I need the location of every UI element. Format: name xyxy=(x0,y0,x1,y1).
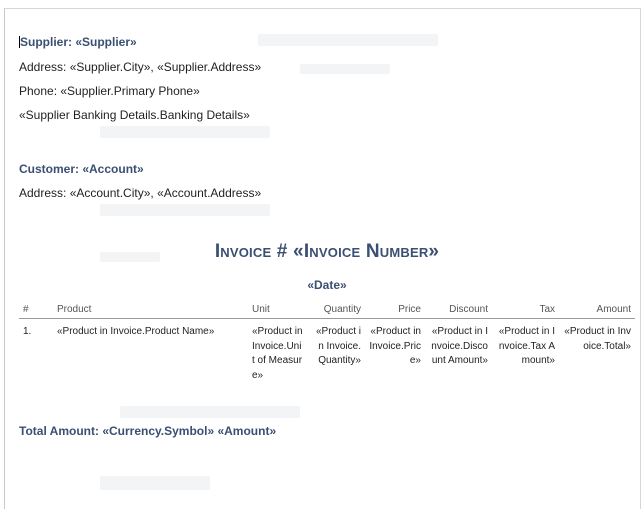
ghost-block xyxy=(120,406,300,418)
column-header-quantity: Quantity xyxy=(307,301,365,319)
cell-amount[interactable]: «Product in Invoice.Total» xyxy=(564,326,631,352)
ghost-block xyxy=(100,204,270,216)
column-header-discount: Discount xyxy=(425,301,492,319)
page-edge-top xyxy=(4,8,641,9)
invoice-items-table[interactable] xyxy=(19,301,635,383)
table-row[interactable] xyxy=(19,319,635,384)
invoice-date[interactable]: «Date» xyxy=(307,278,347,292)
page-edge-left xyxy=(4,8,5,509)
cell-price[interactable]: «Product in Invoice.Price» xyxy=(369,326,421,366)
supplier-heading[interactable] xyxy=(19,35,137,49)
ghost-block xyxy=(100,126,270,138)
ghost-block xyxy=(258,34,438,46)
invoice-title[interactable]: Invoice # «Invoice Number» xyxy=(214,241,440,262)
cell-product[interactable]: «Product in Invoice.Product Name» xyxy=(57,326,215,337)
ghost-block xyxy=(100,476,210,490)
column-header-number: # xyxy=(19,301,53,319)
cell-quantity[interactable]: «Product in Invoice.Quantity» xyxy=(315,326,361,366)
column-header-unit: Unit xyxy=(248,301,307,319)
table-header-row xyxy=(19,301,635,319)
cell-number[interactable]: 1. xyxy=(23,326,32,337)
supplier-phone[interactable]: Phone: «Supplier.Primary Phone» xyxy=(19,84,200,98)
supplier-heading-text: Supplier: «Supplier» xyxy=(20,35,137,49)
column-header-amount: Amount xyxy=(559,301,635,319)
cell-tax[interactable]: «Product in Invoice.Tax Amount» xyxy=(498,326,555,366)
ghost-block xyxy=(300,64,390,74)
cell-discount[interactable]: «Product in Invoice.Discount Amount» xyxy=(431,326,488,366)
column-header-tax: Tax xyxy=(492,301,559,319)
total-amount[interactable]: Total Amount: «Currency.Symbol» «Amount» xyxy=(19,424,277,438)
column-header-product: Product xyxy=(53,301,248,319)
customer-heading[interactable]: Customer: «Account» xyxy=(19,162,144,176)
customer-address[interactable]: Address: «Account.City», «Account.Address» xyxy=(19,186,262,200)
cell-unit[interactable]: «Product in Invoice.Unit of Measure» xyxy=(252,326,303,381)
supplier-banking-details[interactable]: «Supplier Banking Details.Banking Details» xyxy=(19,108,250,122)
page-edge-right xyxy=(640,8,641,509)
supplier-address[interactable]: Address: «Supplier.City», «Supplier.Address» xyxy=(19,60,262,74)
column-header-price: Price xyxy=(365,301,425,319)
